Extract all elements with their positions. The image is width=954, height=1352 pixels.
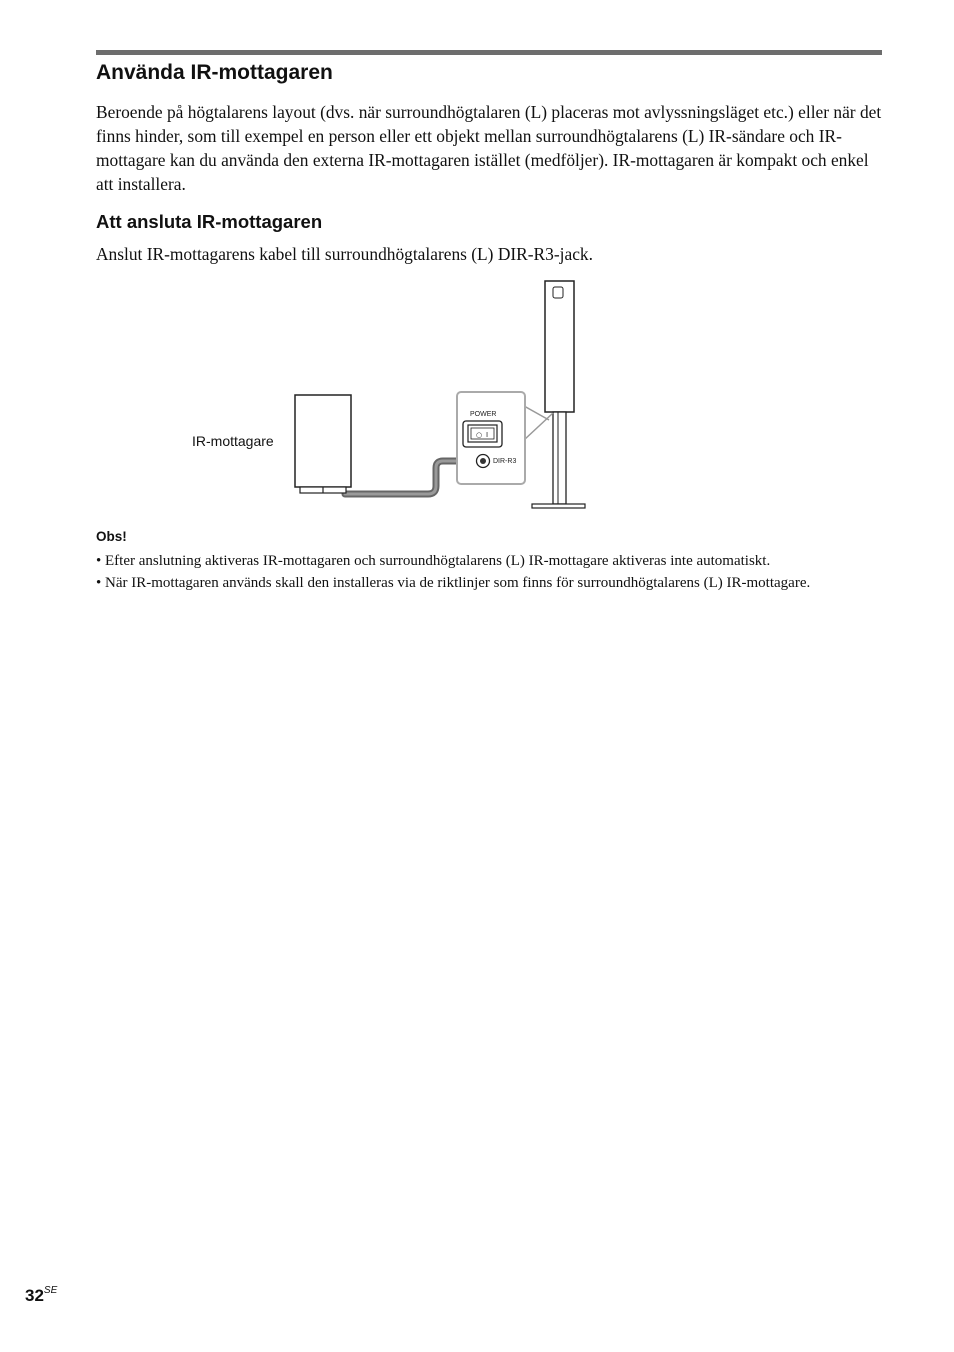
note-item: • Efter anslutning aktiveras IR-mottagaren och surroundhögtalarens (L) IR-mottagare aktiveras inte automatiskt. bbox=[96, 550, 876, 572]
subsection-heading: Att ansluta IR-mottagaren bbox=[96, 211, 323, 232]
notes-heading: Obs! bbox=[96, 529, 127, 544]
section-rule bbox=[96, 50, 882, 55]
ir-receiver-illustration bbox=[295, 395, 351, 493]
instruction-text: Anslut IR-mottagarens kabel till surroundhögtalarens (L) DIR-R3-jack. bbox=[96, 244, 593, 264]
notes-list bbox=[96, 550, 876, 594]
page-number bbox=[25, 1280, 57, 1307]
receiver-label: IR-mottagare bbox=[192, 433, 274, 449]
standby-icon: ○ bbox=[476, 431, 483, 439]
power-label: POWER bbox=[470, 411, 497, 418]
note-item: • När IR-mottagaren används skall den installeras via de riktlinjer som finns för surroundhögtalarens (L) IR-mottagare. bbox=[96, 572, 876, 594]
jack-label: DIR-R3 bbox=[493, 458, 517, 465]
section-heading: Använda IR-mottagaren bbox=[96, 61, 333, 84]
surround-speaker-illustration bbox=[532, 281, 585, 508]
connection-diagram bbox=[0, 270, 954, 520]
on-icon: I bbox=[486, 431, 489, 439]
page-number-suffix: SE bbox=[43, 1285, 58, 1296]
page-number-value: 32 bbox=[25, 1286, 44, 1305]
intro-paragraph: Beroende på högtalarens layout (dvs. när surroundhögtalaren (L) placeras mot avlyssningsläget etc.) eller när det finns hinder, som till exempel en person eller ett objekt mellan surroundhögtalarens (L) IR-sändare och IR-mottagare kan du använda den externa IR-mottagaren istället (medföljer). IR-mottagaren är kompakt och enkel att installera. bbox=[96, 102, 882, 194]
rear-panel-callout bbox=[457, 392, 553, 484]
